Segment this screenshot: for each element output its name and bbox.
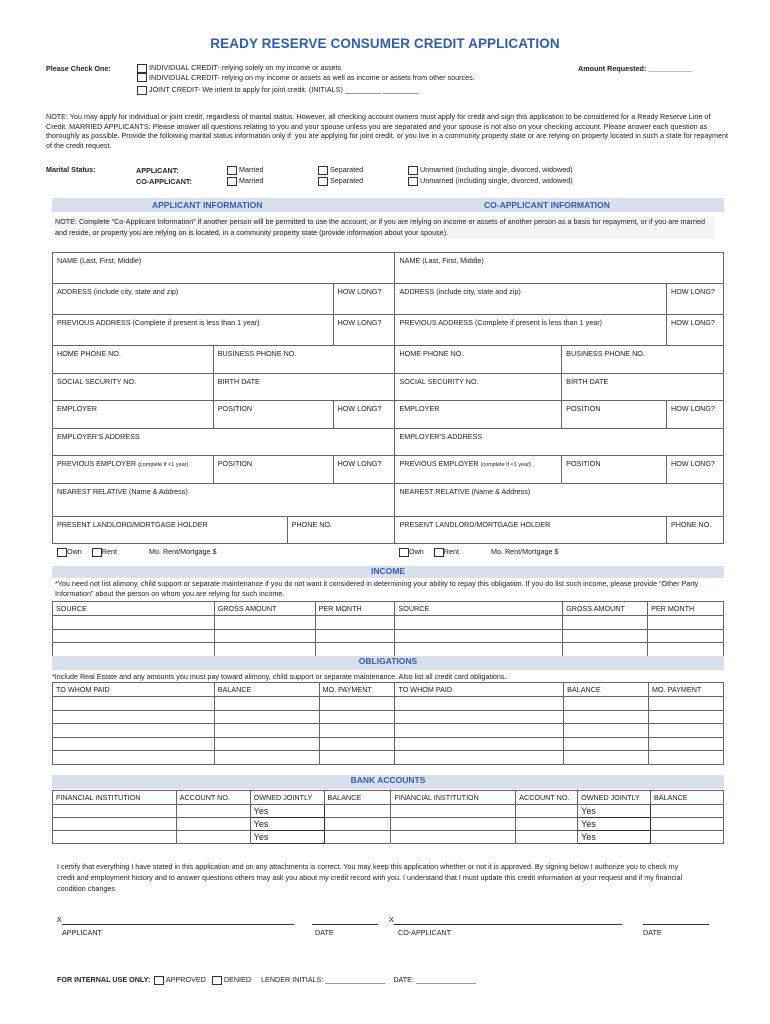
note-marital: NOTE: You may apply for individual or joint credit, regardless of marital status. However, all checking account owners must apply for credit and sign this application to be considered for a Ready Reserve Line of Credit. MARRIED APPLICANTS: Please answer all questions relating to you and your spouse unless you are separated and your spouse is not also on your checking account. Please answer each question as thoroughly as possible. Provide the following marital status information only if: you are applying for joint credit, or you live in a community property state or are relying on property located in such a state for repayment of the credit request.	[46, 112, 728, 150]
co-employer-address-field[interactable]: EMPLOYER’S ADDRESS	[395, 429, 724, 456]
table-row	[53, 643, 724, 657]
table-row	[53, 737, 724, 751]
unmarried-option[interactable]: Unmarried (including single, divorced, widowed)	[408, 164, 573, 175]
co-institution-header: FINANCIAL INSTITUTION	[391, 791, 516, 805]
checkbox[interactable]	[408, 166, 418, 175]
to-whom-header: TO WHOM PAID	[53, 683, 215, 697]
internal-use: FOR INTERNAL USE ONLY: APPROVED DENIED LENDER INITIALS: _______________ DATE: _______________	[57, 975, 476, 984]
co-to-whom-header: TO WHOM PAID	[395, 683, 564, 697]
gross-header: GROSS AMOUNT	[214, 602, 315, 616]
how-long-field[interactable]: HOW LONG?	[333, 456, 395, 484]
marital-applicant: APPLICANT:	[136, 166, 179, 175]
name-field[interactable]: NAME (Last, First, Middle)	[53, 253, 395, 284]
checkbox[interactable]	[408, 177, 418, 186]
check-one-label: Please Check One:	[46, 64, 111, 73]
balance-header: BALANCE	[214, 683, 319, 697]
coapplicant-date[interactable]	[643, 915, 709, 925]
joint-credit-option[interactable]: JOINT CREDIT- We intent to apply for joint credit. (INITIALS) _________ _________	[137, 85, 577, 95]
co-owned-jointly-yes[interactable]: Yes	[578, 831, 651, 844]
married-option[interactable]: Married	[227, 175, 263, 186]
bank-table	[52, 790, 724, 844]
co-position-field[interactable]: POSITION	[562, 456, 667, 484]
date-label: DATE	[315, 928, 334, 937]
how-long-field[interactable]: HOW LONG?	[333, 401, 395, 429]
co-gross-header: GROSS AMOUNT	[563, 602, 648, 616]
denied-checkbox[interactable]	[212, 976, 222, 985]
obligations-table	[52, 682, 724, 765]
co-landlord-phone-field[interactable]: PHONE NO.	[667, 517, 724, 544]
checkbox[interactable]	[318, 177, 328, 186]
jointly-header: OWNED JOINTLY	[250, 791, 324, 805]
separated-option[interactable]: Separated	[318, 164, 363, 175]
checkbox[interactable]	[137, 73, 147, 82]
source-header: SOURCE	[53, 602, 215, 616]
table-row	[53, 629, 724, 643]
bank-header: BANK ACCOUNTS	[52, 775, 724, 789]
table-row	[53, 724, 724, 738]
applicant-date[interactable]	[312, 915, 378, 925]
applicant-signature[interactable]: X	[57, 915, 294, 925]
co-prev-address-field[interactable]: PREVIOUS ADDRESS (Complete if present is less than 1 year)	[395, 315, 667, 346]
how-long-field[interactable]: HOW LONG?	[333, 284, 395, 315]
how-long-field[interactable]: HOW LONG?	[333, 315, 395, 346]
checkbox[interactable]	[57, 548, 67, 557]
nearest-relative-field[interactable]: NEAREST RELATIVE (Name & Address)	[53, 484, 395, 517]
internal-date[interactable]: DATE: _______________	[393, 975, 476, 984]
marital-label: Marital Status:	[46, 165, 96, 174]
per-month-header: PER MONTH	[315, 602, 395, 616]
table-row	[53, 697, 724, 711]
individual-credit-option[interactable]: INDIVIDUAL CREDIT- relying solely on my income or assets	[137, 63, 577, 73]
own-rent-applicant: Own Rent Mo. Rent/Mortgage $	[57, 547, 217, 557]
income-header: INCOME	[52, 566, 724, 578]
business-phone-field[interactable]: BUSINESS PHONE NO.	[213, 346, 395, 374]
checkbox[interactable]	[137, 64, 147, 73]
applicant-section-header	[52, 198, 724, 212]
co-how-long-field[interactable]: HOW LONG?	[667, 401, 724, 429]
checkbox[interactable]	[399, 548, 409, 557]
table-row	[53, 710, 724, 724]
table-row	[53, 805, 724, 818]
co-balance-header: BALANCE	[651, 791, 724, 805]
co-prev-employer-field[interactable]: PREVIOUS EMPLOYER (complete if <1 year)	[395, 456, 562, 484]
co-ssn-field[interactable]: SOCIAL SECURITY NO.	[395, 374, 562, 401]
table-row	[53, 831, 724, 844]
coapplicant-info-title: CO-APPLICANT INFORMATION	[484, 200, 610, 210]
co-owned-jointly-yes[interactable]: Yes	[578, 818, 651, 831]
co-balance-header: BALANCE	[564, 683, 649, 697]
co-home-phone-field[interactable]: HOME PHONE NO.	[395, 346, 562, 374]
amount-requested[interactable]: Amount Requested: ___________	[578, 64, 693, 73]
co-nearest-relative-field[interactable]: NEAREST RELATIVE (Name & Address)	[395, 484, 724, 517]
checkbox[interactable]	[137, 86, 147, 95]
co-date-label: DATE	[643, 928, 662, 937]
ssn-field[interactable]: SOCIAL SECURITY NO.	[53, 374, 214, 401]
co-business-phone-field[interactable]: BUSINESS PHONE NO.	[562, 346, 724, 374]
individual-credit-other-option[interactable]: INDIVIDUAL CREDIT- relying on my income or assets as well as income or assets from other sources.	[137, 73, 577, 83]
applicant-info-title: APPLICANT INFORMATION	[152, 200, 263, 210]
coapplicant-signature[interactable]: X	[389, 915, 622, 925]
income-table	[52, 601, 724, 657]
employer-address-field[interactable]: EMPLOYER’S ADDRESS	[53, 429, 395, 456]
checkbox[interactable]	[92, 548, 102, 557]
form-title: READY RESERVE CONSUMER CREDIT APPLICATION	[210, 36, 560, 51]
co-name-field[interactable]: NAME (Last, First, Middle)	[395, 253, 724, 284]
table-row	[53, 751, 724, 765]
lender-initials[interactable]: LENDER INITIALS: _______________	[261, 975, 386, 984]
landlord-field[interactable]: PRESENT LANDLORD/MORTGAGE HOLDER	[53, 517, 288, 544]
applicant-label: APPLICANT	[62, 928, 102, 937]
certification-text: I certify that everything I have stated in this application and on any attachments is correct. You may keep this application whether or not it is approved. By signing below I authorize you to check my credit and employment history and to answer questions others may ask you about my credit record with you. I understand that I must update this credit information at your request and if my financial condition changes	[57, 862, 683, 893]
co-how-long-field[interactable]: HOW LONG?	[667, 284, 724, 315]
co-landlord-field[interactable]: PRESENT LANDLORD/MORTGAGE HOLDER	[395, 517, 667, 544]
obligations-note: *Include Real Estate and any amounts you must pay toward alimony, child support or separate maintenance. Also list all credit card obligations.	[52, 672, 507, 681]
checkbox[interactable]	[434, 548, 444, 557]
employer-field[interactable]: EMPLOYER	[53, 401, 214, 429]
checkbox[interactable]	[227, 177, 237, 186]
co-how-long-field[interactable]: HOW LONG?	[667, 456, 724, 484]
co-payment-header: MO. PAYMENT	[649, 683, 724, 697]
prev-address-field[interactable]: PREVIOUS ADDRESS (Complete if present is less than 1 year)	[53, 315, 334, 346]
co-owned-jointly-yes[interactable]: Yes	[578, 805, 651, 818]
owned-jointly-yes[interactable]: Yes	[250, 831, 324, 844]
owned-jointly-yes[interactable]: Yes	[250, 805, 324, 818]
checkbox[interactable]	[318, 166, 328, 175]
checkbox[interactable]	[227, 166, 237, 175]
obligations-header: OBLIGATIONS	[52, 656, 724, 670]
account-header: ACCOUNT NO.	[176, 791, 250, 805]
position-field[interactable]: POSITION	[213, 401, 333, 429]
address-field[interactable]: ADDRESS (include city, state and zip)	[53, 284, 334, 315]
co-address-field[interactable]: ADDRESS (include city, state and zip)	[395, 284, 667, 315]
prev-employer-field[interactable]: PREVIOUS EMPLOYER (complete if <1 year)	[53, 456, 214, 484]
table-row	[53, 616, 724, 630]
co-account-header: ACCOUNT NO.	[516, 791, 578, 805]
coapplicant-label: CO-APPLICANT	[398, 928, 452, 937]
institution-header: FINANCIAL INSTITUTION	[53, 791, 177, 805]
birth-date-field[interactable]: BIRTH DATE	[213, 374, 395, 401]
unmarried-option[interactable]: Unmarried (including single, divorced, widowed)	[408, 175, 573, 186]
co-jointly-header: OWNED JOINTLY	[578, 791, 651, 805]
income-note: *You need not list alimony, child support or separate maintenance if you do not want it considered in determining your ability to repay this obligation. If you do list such income, please provide “Other Party Information” about the person on whom you are relying for such income.	[55, 579, 699, 598]
co-source-header: SOURCE	[395, 602, 563, 616]
own-rent-coapplicant: Own Rent Mo. Rent/Mortgage $	[399, 547, 559, 557]
home-phone-field[interactable]: HOME PHONE NO.	[53, 346, 214, 374]
co-birth-date-field[interactable]: BIRTH DATE	[562, 374, 724, 401]
co-position-field[interactable]: POSITION	[562, 401, 667, 429]
balance-header: BALANCE	[324, 791, 391, 805]
married-option[interactable]: Married	[227, 164, 263, 175]
co-employer-field[interactable]: EMPLOYER	[395, 401, 562, 429]
landlord-phone-field[interactable]: PHONE NO.	[287, 517, 395, 544]
table-row	[53, 818, 724, 831]
applicant-info-table	[52, 252, 724, 544]
owned-jointly-yes[interactable]: Yes	[250, 818, 324, 831]
separated-option[interactable]: Separated	[318, 175, 363, 186]
co-per-month-header: PER MONTH	[648, 602, 724, 616]
co-how-long-field[interactable]: HOW LONG?	[667, 315, 724, 346]
payment-header: MO. PAYMENT	[319, 683, 395, 697]
position-field[interactable]: POSITION	[213, 456, 333, 484]
marital-coapplicant: CO-APPLICANT:	[136, 177, 192, 186]
note-coapplicant: NOTE: Complete “Co-Applicant Information” if another person will be permitted to use the account, or if you are relying on income or assets of another person as a basis for repayment, or if you are married and reside, or property you are relying on is located, in a community property state (provide information about your spouse).	[55, 216, 715, 238]
approved-checkbox[interactable]	[154, 976, 164, 985]
